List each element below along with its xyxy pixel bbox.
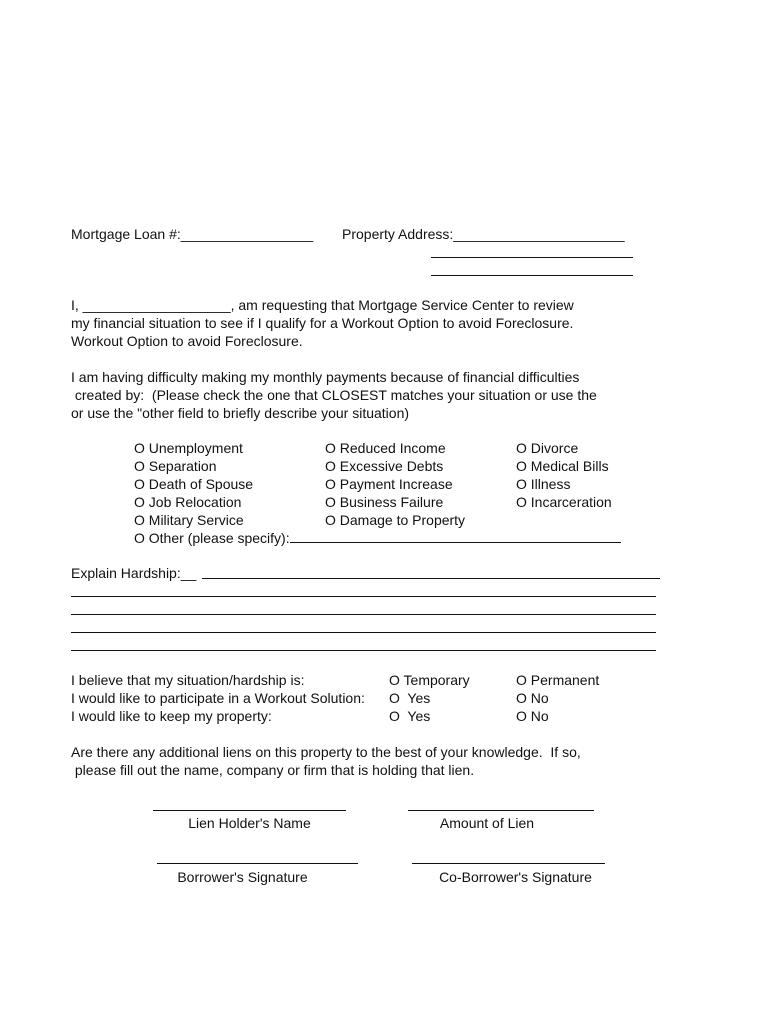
co-borrower-signature-line[interactable] xyxy=(412,863,605,864)
explain-hardship-label: Explain Hardship:__ xyxy=(71,565,197,581)
option-illness[interactable]: O Illness xyxy=(516,476,571,492)
liens-line-1: Are there any additional liens on this property to the best of your knowledge. If so, xyxy=(71,744,581,760)
hardship-line-3[interactable] xyxy=(71,614,656,615)
other-specify-line[interactable] xyxy=(290,542,621,543)
option-divorce[interactable]: O Divorce xyxy=(516,440,579,456)
address-line-3[interactable] xyxy=(431,275,633,276)
mortgage-loan-label: Mortgage Loan #:_________________ xyxy=(71,226,314,242)
address-line-2[interactable] xyxy=(431,257,633,258)
option-temporary[interactable]: O Temporary xyxy=(389,672,470,688)
hardship-line-5[interactable] xyxy=(71,650,656,651)
difficulty-line-2: created by: (Please check the one that CLOSEST matches your situation or use the xyxy=(71,387,597,403)
option-medical-bills[interactable]: O Medical Bills xyxy=(516,458,609,474)
option-keep-no[interactable]: O No xyxy=(516,708,549,724)
option-death-of-spouse[interactable]: O Death of Spouse xyxy=(134,476,254,492)
option-workout-no[interactable]: O No xyxy=(516,690,549,706)
option-separation[interactable]: O Separation xyxy=(134,458,217,474)
option-business-failure[interactable]: O Business Failure xyxy=(325,494,444,510)
hardship-line-4[interactable] xyxy=(71,632,656,633)
question-keep-property: I would like to keep my property: xyxy=(71,708,272,724)
option-keep-yes[interactable]: O Yes xyxy=(389,708,431,724)
lien-amount-line[interactable] xyxy=(408,810,594,811)
liens-line-2: please fill out the name, company or firm that is holding that lien. xyxy=(71,762,475,778)
intro-line-3: Workout Option to avoid Foreclosure. xyxy=(71,333,303,349)
borrower-signature-label: Borrower's Signature xyxy=(177,869,308,885)
difficulty-line-3: or use the "other field to briefly describe your situation) xyxy=(71,405,410,421)
intro-line-2: my financial situation to see if I qualify for a Workout Option to avoid Foreclosure. xyxy=(71,315,574,331)
option-payment-increase[interactable]: O Payment Increase xyxy=(325,476,453,492)
option-military-service[interactable]: O Military Service xyxy=(134,512,244,528)
option-permanent[interactable]: O Permanent xyxy=(516,672,600,688)
option-unemployment[interactable]: O Unemployment xyxy=(134,440,243,456)
property-address-label: Property Address:______________________ xyxy=(342,226,625,242)
co-borrower-signature-label: Co-Borrower's Signature xyxy=(439,869,592,885)
option-damage-to-property[interactable]: O Damage to Property xyxy=(325,512,466,528)
hardship-line-2[interactable] xyxy=(71,596,656,597)
borrower-signature-line[interactable] xyxy=(157,863,358,864)
option-workout-yes[interactable]: O Yes xyxy=(389,690,431,706)
intro-line-1: I, ___________________, am requesting that Mortgage Service Center to review xyxy=(71,297,574,313)
question-workout: I would like to participate in a Workout Solution: xyxy=(71,690,365,706)
option-job-relocation[interactable]: O Job Relocation xyxy=(134,494,242,510)
option-reduced-income[interactable]: O Reduced Income xyxy=(325,440,446,456)
lien-holder-line[interactable] xyxy=(153,810,346,811)
option-incarceration[interactable]: O Incarceration xyxy=(516,494,612,510)
lien-holder-label: Lien Holder's Name xyxy=(188,815,311,831)
hardship-line-1[interactable] xyxy=(202,578,660,579)
option-other[interactable]: O Other (please specify): xyxy=(134,530,290,546)
option-excessive-debts[interactable]: O Excessive Debts xyxy=(325,458,444,474)
question-situation: I believe that my situation/hardship is: xyxy=(71,672,305,688)
difficulty-line-1: I am having difficulty making my monthly payments because of financial difficulties xyxy=(71,369,580,385)
lien-amount-label: Amount of Lien xyxy=(439,815,535,831)
